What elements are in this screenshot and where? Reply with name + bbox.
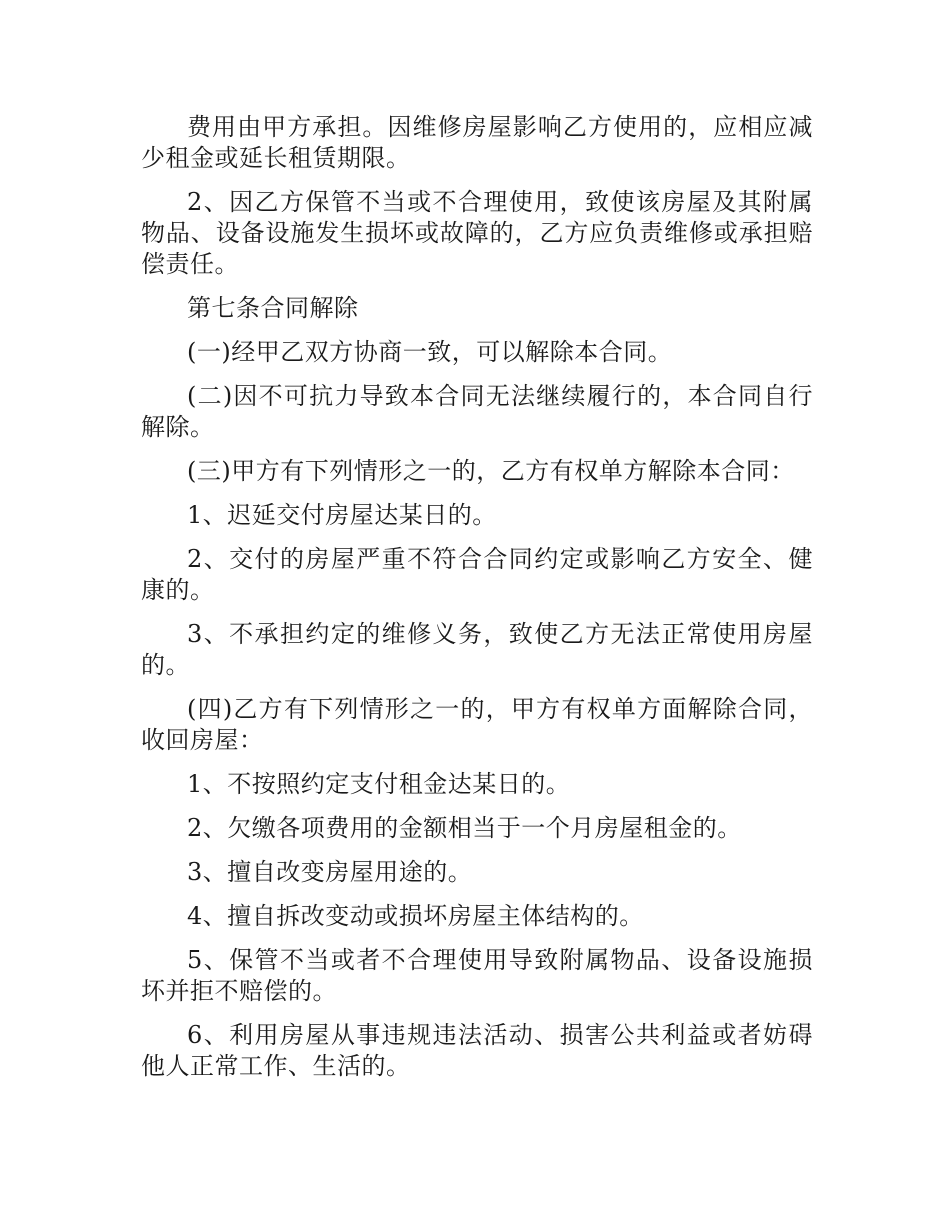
- paragraph-damage-liability: 2、因乙方保管不当或不合理使用，致使该房屋及其附属物品、设备设施发生损坏或故障的，乙方应负责维修或承担赔偿责任。: [141, 188, 813, 278]
- list-item: 2、交付的房屋严重不符合合同约定或影响乙方安全、健康的。: [141, 545, 813, 604]
- paragraph-tenant-termination-rights: (三)甲方有下列情形之一的，乙方有权单方解除本合同：: [187, 457, 795, 485]
- paragraph-landlord-termination-rights: (四)乙方有下列情形之一的，甲方有权单方面解除合同，收回房屋：: [141, 695, 813, 754]
- list-item: 4、擅自拆改变动或损坏房屋主体结构的。: [187, 902, 644, 930]
- section-heading-termination: 第七条合同解除: [187, 294, 359, 322]
- document-body: [141, 112, 813, 1095]
- list-item: 2、欠缴各项费用的金额相当于一个月房屋租金的。: [187, 814, 742, 842]
- list-item: 6、利用房屋从事违规违法活动、损害公共利益或者妨碍他人正常工作、生活的。: [141, 1021, 813, 1080]
- list-item: 1、迟延交付房屋达某日的。: [187, 501, 497, 529]
- paragraph-mutual-termination: (一)经甲乙双方协商一致，可以解除本合同。: [187, 338, 673, 366]
- list-item: 1、不按照约定支付租金达某日的。: [187, 770, 571, 798]
- list-item: 3、不承担约定的维修义务，致使乙方无法正常使用房屋的。: [141, 620, 813, 679]
- paragraph-maintenance-cost: 费用由甲方承担。因维修房屋影响乙方使用的，应相应减少租金或延长租赁期限。: [141, 113, 813, 172]
- paragraph-force-majeure: (二)因不可抗力导致本合同无法继续履行的，本合同自行解除。: [141, 382, 813, 441]
- list-item: 5、保管不当或者不合理使用导致附属物品、设备设施损坏并拒不赔偿的。: [141, 946, 813, 1005]
- list-item: 3、擅自改变房屋用途的。: [187, 858, 473, 886]
